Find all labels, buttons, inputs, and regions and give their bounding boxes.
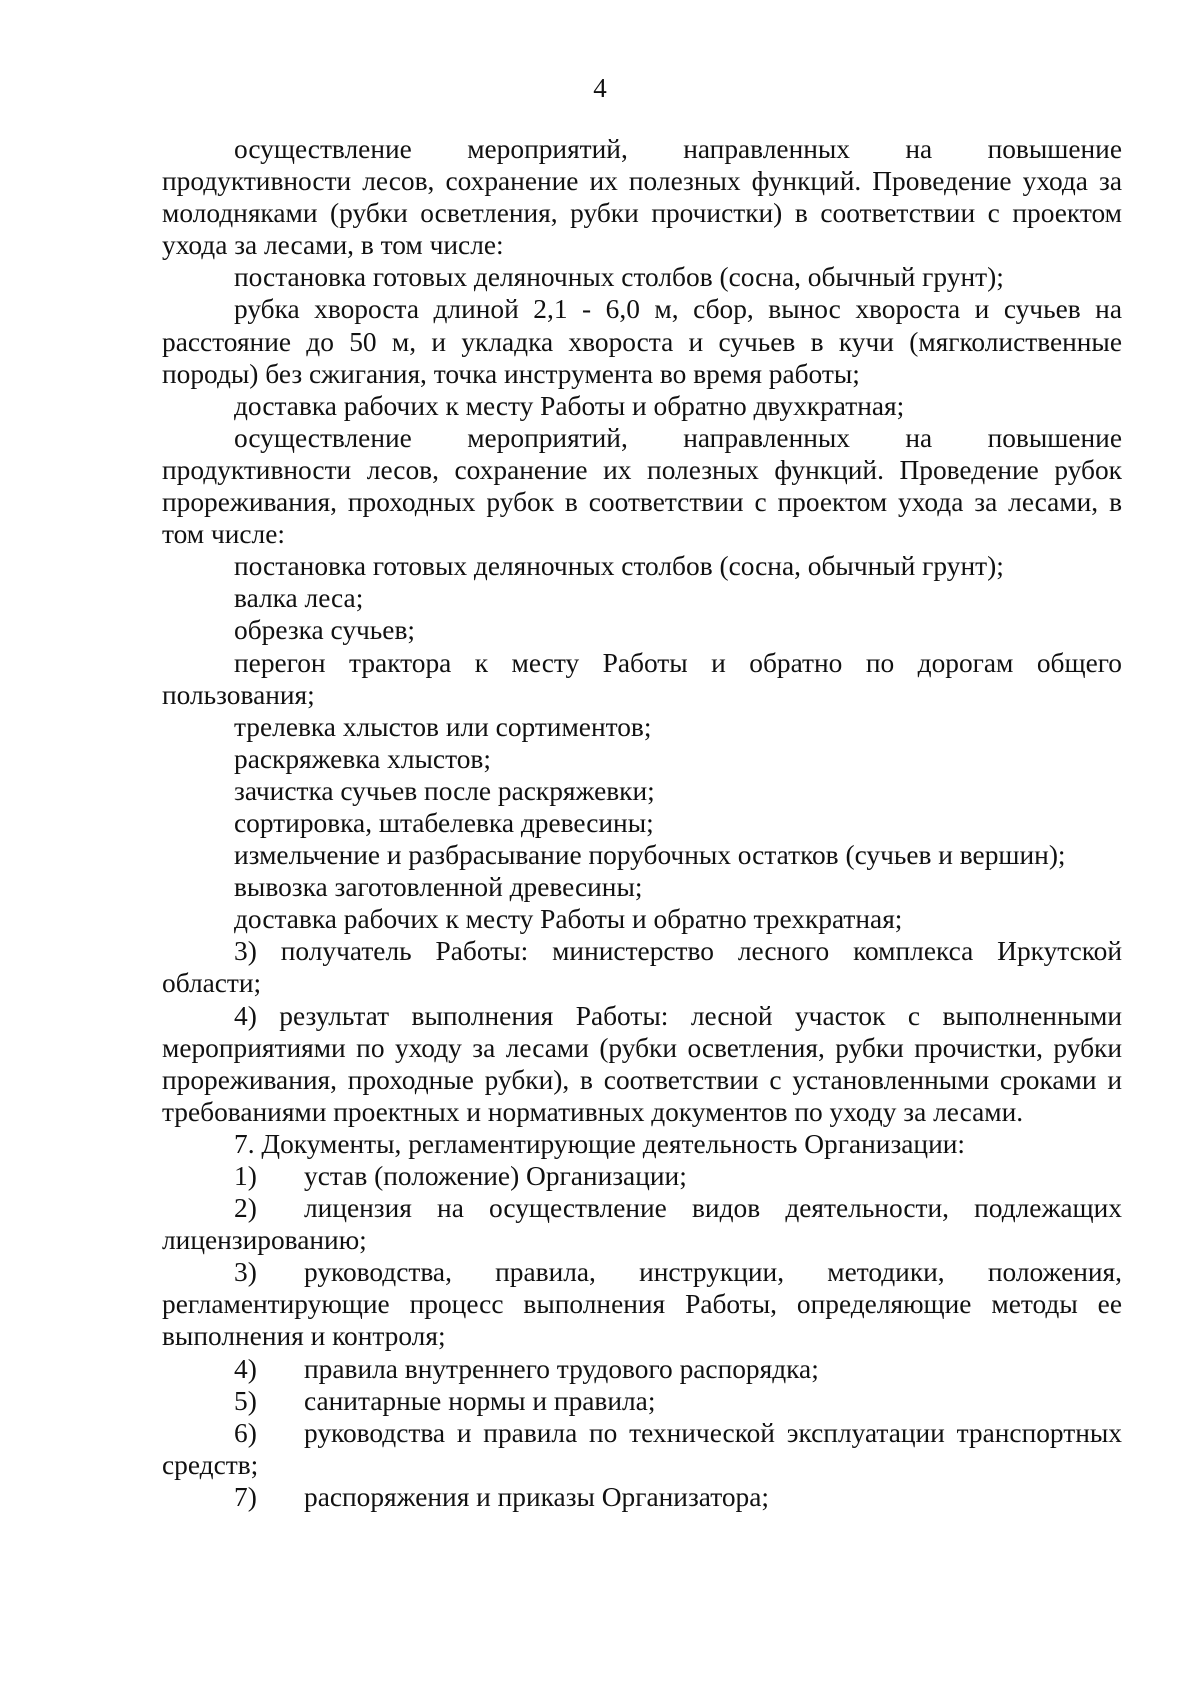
paragraph: обрезка сучьев; [234,615,415,646]
list-item [162,1417,1122,1481]
paragraph: постановка готовых деляночных столбов (сосна, обычный грунт); [234,262,1004,293]
list-item [162,1353,1122,1385]
paragraph: трелевка хлыстов или сортиментов; [234,711,652,742]
paragraph: перегон трактора к месту Работы и обратно по дорогам общего пользования; [162,647,1122,710]
paragraph: сортировка, штабелевка древесины; [234,807,654,838]
list-item-text: руководства, правила, инструкции, методики, положения, регламентирующие процесс выполнения Работы, определяющие методы ее выполнения и контроля; [162,1257,1122,1352]
list-item-number: 7) [234,1481,257,1512]
list-item-text: руководства и правила по технической эксплуатации транспортных средств; [162,1417,1122,1480]
list-item [162,1256,1122,1352]
list-item [162,1160,1122,1192]
paragraph: вывозка заготовленной древесины; [234,872,643,903]
list-item-text: распоряжения и приказы Организатора; [304,1481,769,1512]
paragraph: 3) получатель Работы: министерство лесного комплекса Иркутской области; [162,936,1122,999]
list-item-text: устав (положение) Организации; [304,1161,687,1191]
paragraph: постановка готовых деляночных столбов (сосна, обычный грунт); [234,551,1004,582]
list-item-text: лицензия на осуществление видов деятельности, подлежащих лицензированию; [162,1193,1122,1256]
section-heading: 7. Документы, регламентирующие деятельность Организации: [234,1128,966,1159]
paragraph: раскряжевка хлыстов; [234,743,491,774]
paragraph: 4) результат выполнения Работы: лесной участок с выполненными мероприятиями по уходу за лесами (рубки осветления, рубки прочистки, рубки прореживания, проходные рубки), в соответствии с установленными сроками и требованиями проектных и нормативных документов по уходу за лесами. [162,1000,1122,1127]
paragraph: рубка хвороста длиной 2,1 - 6,0 м, сбор, вынос хвороста и сучьев на расстояние до 50 м, и укладка хвороста и сучьев в кучи (мягколиственные породы) без сжигания, точка инструмента во время работы; [162,294,1122,389]
list-item-number: 5) [234,1385,257,1416]
document-body [162,133,1122,1513]
list-item [162,1385,1122,1417]
list-item-number: 3) [234,1257,257,1288]
list-item-number: 4) [234,1353,257,1384]
page-number: 4 [593,73,607,103]
list-item-number: 6) [234,1417,257,1448]
list-item-number: 2) [234,1193,257,1224]
list-item-text: санитарные нормы и правила; [304,1385,656,1416]
paragraph: осуществление мероприятий, направленных на повышение продуктивности лесов, сохранение их полезных функций. Проведение ухода за молодняками (рубки осветления, рубки прочистки) в соответствии с проектом ухода за лесами, в том числе: [162,134,1122,261]
documents-list [162,1160,1122,1513]
paragraph: осуществление мероприятий, направленных на повышение продуктивности лесов, сохранение их полезных функций. Проведение рубок прореживания, проходных рубок в соответствии с проектом ухода за лесами, в том числе: [162,422,1122,550]
paragraph: измельчение и разбрасывание порубочных остатков (сучьев и вершин); [234,840,1066,871]
list-item [162,1192,1122,1256]
paragraph: валка леса; [234,583,364,614]
list-item [162,1481,1122,1513]
list-item-text: правила внутреннего трудового распорядка; [304,1353,819,1384]
list-item-number: 1) [234,1161,257,1191]
paragraph: доставка рабочих к месту Работы и обратно трехкратная; [234,904,903,935]
paragraph: доставка рабочих к месту Работы и обратно двухкратная; [234,390,905,421]
paragraph: зачистка сучьев после раскряжевки; [234,775,655,806]
